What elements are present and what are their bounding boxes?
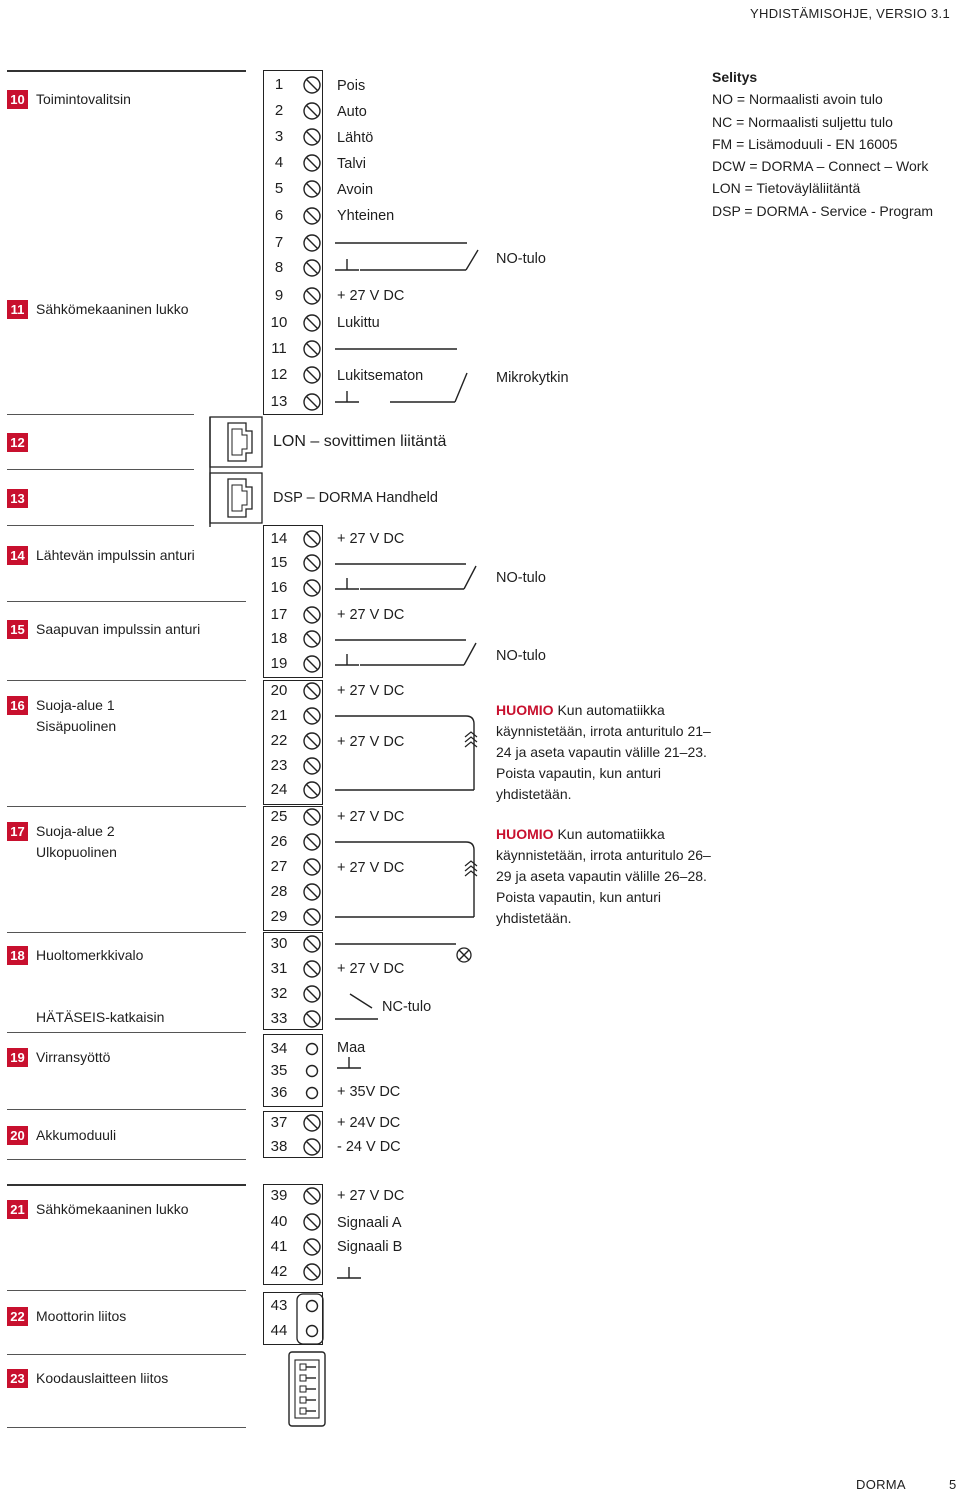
screw-slot-icon: [307, 106, 318, 117]
hataseis-label: HÄTÄSEIS-katkaisin: [36, 1009, 165, 1025]
signal-label: + 27 V DC: [337, 860, 405, 876]
signal-label: Pois: [337, 78, 366, 94]
section-label: Virransyöttö: [36, 1049, 111, 1065]
terminal-number: 5: [274, 180, 284, 197]
terminal-number: 43: [270, 1297, 288, 1314]
terminal-number: 16: [270, 579, 288, 596]
section-number: 11: [7, 300, 28, 319]
terminal-number: 28: [270, 883, 288, 900]
screw-slot-icon: [307, 736, 318, 747]
connector-pin-icon: [300, 1397, 306, 1403]
terminal-number: 26: [270, 833, 288, 850]
section-number: 14: [7, 546, 28, 565]
warning-note: [496, 700, 711, 805]
terminal-number: 18: [270, 630, 288, 647]
section-label: Lähtevän impulssin anturi: [36, 547, 195, 563]
warning-note: [496, 824, 711, 929]
signal-label: Maa: [337, 1040, 366, 1056]
terminal-number: 41: [270, 1238, 288, 1255]
terminal-number: 24: [270, 781, 288, 798]
signal-label: LON – sovittimen liitäntä: [273, 433, 447, 450]
signal-label: + 27 V DC: [337, 809, 405, 825]
section-label: Akkumoduuli: [36, 1127, 117, 1143]
screw-slot-icon: [307, 812, 318, 823]
screw-slot-icon: [307, 558, 318, 569]
screw-slot-icon: [307, 238, 318, 249]
terminal-number: 19: [270, 655, 288, 672]
signal-label: + 27 V DC: [337, 734, 405, 750]
screw-slot-icon: [307, 1142, 318, 1153]
signal-label: Avoin: [337, 182, 374, 198]
switch-contact-icon: [455, 373, 467, 402]
switch-contact-icon: [466, 250, 478, 270]
connector-pin-icon: [300, 1386, 306, 1392]
section-label: Koodauslaitteen liitos: [36, 1370, 169, 1386]
terminal-number: 12: [270, 366, 288, 383]
terminal-number: 22: [270, 732, 288, 749]
terminal-number: 31: [270, 960, 288, 977]
screw-slot-icon: [307, 263, 318, 274]
section-number: 20: [7, 1126, 28, 1145]
terminal-number: 30: [270, 935, 288, 952]
warning-text: Kun automatiikka käynnistetään, irrota anturitulo 26–29 ja aseta vapautin välille 26–28. Poista vapautin, kun anturi yhdistetään.: [496, 826, 711, 926]
plug-pin-icon: [307, 1044, 318, 1055]
screw-slot-icon: [307, 344, 318, 355]
terminal-number: 23: [270, 757, 288, 774]
screw-slot-icon: [307, 912, 318, 923]
signal-label: + 27 V DC: [337, 1188, 405, 1204]
screw-slot-icon: [307, 80, 318, 91]
network-socket-icon: [232, 429, 247, 455]
sensor-icon: [465, 871, 477, 876]
signal-label: - 24 V DC: [337, 1139, 401, 1155]
connector-pin-icon: [300, 1364, 306, 1370]
signal-label: + 27 V DC: [337, 531, 405, 547]
warning-label: HUOMIO: [496, 702, 554, 718]
signal-label: NO-tulo: [496, 251, 546, 267]
screw-slot-icon: [307, 1191, 318, 1202]
signal-label: + 27 V DC: [337, 288, 405, 304]
terminal-number: 11: [271, 340, 287, 357]
terminal-number: 25: [270, 808, 288, 825]
wire: [466, 716, 474, 790]
screw-slot-icon: [307, 989, 318, 1000]
screw-slot-icon: [307, 211, 318, 222]
screw-slot-icon: [307, 291, 318, 302]
legend-line: FM = Lisämoduuli - EN 16005: [712, 135, 898, 152]
legend-title: Selitys: [712, 69, 758, 85]
section-number: 23: [7, 1369, 28, 1388]
switch-contact-icon: [464, 643, 476, 665]
terminal-number: 7: [274, 234, 284, 251]
footer-brand: DORMA: [856, 1477, 906, 1492]
section-number: 22: [7, 1307, 28, 1326]
terminal-number: 35: [270, 1062, 288, 1079]
switch-contact-icon: [464, 566, 476, 589]
plug-pin-icon: [307, 1088, 318, 1099]
terminal-number: 40: [270, 1213, 288, 1230]
warning-text: Kun automatiikka käynnistetään, irrota anturitulo 21–24 ja aseta vapautin välille 21–23. Poista vapautin, kun anturi yhdistetään.: [496, 702, 711, 802]
screw-slot-icon: [307, 158, 318, 169]
signal-label: NO-tulo: [496, 648, 546, 664]
connector-pin-icon: [300, 1375, 306, 1381]
terminal-number: 8: [274, 259, 284, 276]
signal-label: + 35V DC: [337, 1084, 401, 1100]
screw-slot-icon: [307, 964, 318, 975]
legend-line: NC = Normaalisti suljettu tulo: [712, 113, 893, 130]
section-label: Toimintovalitsin: [36, 91, 131, 107]
section-number: 15: [7, 620, 28, 639]
terminal-number: 20: [270, 682, 288, 699]
signal-label: Signaali B: [337, 1239, 403, 1255]
screw-slot-icon: [307, 1118, 318, 1129]
screw-slot-icon: [307, 634, 318, 645]
legend-line: DCW = DORMA – Connect – Work: [712, 158, 929, 175]
terminal-number: 17: [270, 606, 288, 623]
screw-slot-icon: [307, 583, 318, 594]
plug-pin-icon: [307, 1301, 318, 1312]
screw-slot-icon: [307, 1242, 318, 1253]
screw-slot-icon: [307, 318, 318, 329]
signal-label: Lähtö: [337, 130, 374, 146]
terminal-number: 44: [270, 1322, 288, 1339]
signal-label: DSP – DORMA Handheld: [273, 490, 438, 506]
wire: [466, 842, 474, 917]
screw-slot-icon: [307, 1014, 318, 1025]
signal-label: NC-tulo: [382, 999, 432, 1015]
signal-label: Lukittu: [337, 315, 380, 331]
terminal-number: 14: [270, 530, 288, 547]
screw-slot-icon: [307, 1217, 318, 1228]
screw-slot-icon: [307, 837, 318, 848]
terminal-number: 21: [270, 707, 288, 724]
screw-slot-icon: [307, 887, 318, 898]
terminal-number: 42: [270, 1263, 288, 1280]
section-number: 18: [7, 946, 28, 965]
terminal-number: 33: [270, 1010, 288, 1027]
document-header: YHDISTÄMISOHJE, VERSIO 3.1: [750, 6, 950, 21]
screw-slot-icon: [307, 862, 318, 873]
terminal-number: 1: [274, 76, 284, 93]
terminal-number: 27: [270, 858, 288, 875]
screw-slot-icon: [307, 397, 318, 408]
section-label: Huoltomerkkivalo: [36, 947, 144, 963]
section-label: Sähkömekaaninen lukko: [36, 301, 189, 317]
section-number: 13: [7, 489, 28, 508]
terminal-number: 32: [270, 985, 288, 1002]
terminal-number: 13: [270, 393, 288, 410]
terminal-number: 38: [270, 1138, 288, 1155]
signal-label: + 27 V DC: [337, 683, 405, 699]
plug-pin-icon: [307, 1326, 318, 1337]
section-label: Saapuvan impulssin anturi: [36, 621, 201, 637]
legend-line: DSP = DORMA - Service - Program: [712, 202, 934, 219]
connector-frame: [210, 473, 262, 523]
terminal-number: 36: [270, 1084, 288, 1101]
signal-label: Auto: [337, 104, 367, 120]
terminal-number: 15: [270, 554, 288, 571]
signal-label: Talvi: [337, 156, 367, 172]
screw-slot-icon: [307, 184, 318, 195]
page-number: 5: [949, 1477, 957, 1492]
screw-slot-icon: [307, 939, 318, 950]
signal-label: + 27 V DC: [337, 607, 405, 623]
legend-line: LON = Tietoväyläliitäntä: [712, 180, 861, 197]
terminal-number: 2: [274, 102, 284, 119]
signal-label: + 27 V DC: [337, 961, 405, 977]
terminal-number: 6: [274, 207, 284, 224]
terminal-number: 4: [274, 154, 284, 171]
plug-pin-icon: [307, 1066, 318, 1077]
screw-slot-icon: [307, 610, 318, 621]
switch-contact-icon: [350, 994, 372, 1008]
section-number: 19: [7, 1048, 28, 1067]
signal-label: NO-tulo: [496, 570, 546, 586]
screw-slot-icon: [307, 132, 318, 143]
section-number: 10: [7, 90, 28, 109]
connector-pin-icon: [300, 1408, 306, 1414]
sensor-icon: [465, 742, 477, 747]
terminal-number: 3: [274, 128, 284, 145]
section-number: 16: [7, 696, 28, 715]
signal-label: Yhteinen: [337, 208, 395, 224]
signal-label: Mikrokytkin: [496, 370, 569, 386]
screw-slot-icon: [307, 370, 318, 381]
terminal-number: 39: [270, 1187, 288, 1204]
signal-label: Signaali A: [337, 1215, 402, 1231]
section-label: Moottorin liitos: [36, 1308, 127, 1324]
section-subtitle: Ulkopuolinen: [36, 844, 117, 860]
terminal-number: 9: [274, 287, 284, 304]
network-socket-icon: [232, 485, 247, 511]
connector-frame: [210, 417, 262, 467]
section-title: Suoja-alue 2: [36, 823, 115, 839]
section-number: 12: [7, 433, 28, 452]
screw-slot-icon: [307, 1267, 318, 1278]
terminal-number: 10: [270, 314, 288, 331]
section-number: 21: [7, 1200, 28, 1219]
terminal-number: 29: [270, 908, 288, 925]
section-title: Suoja-alue 1: [36, 697, 115, 713]
screw-slot-icon: [307, 659, 318, 670]
screw-slot-icon: [307, 534, 318, 545]
terminal-number: 37: [270, 1114, 288, 1131]
legend: [712, 66, 933, 222]
section-subtitle: Sisäpuolinen: [36, 718, 117, 734]
section-label: Sähkömekaaninen lukko: [36, 1201, 189, 1217]
signal-label: Lukitsematon: [337, 368, 424, 384]
screw-slot-icon: [307, 785, 318, 796]
screw-slot-icon: [307, 686, 318, 697]
screw-slot-icon: [307, 711, 318, 722]
terminal-number: 34: [270, 1040, 288, 1057]
section-number: 17: [7, 822, 28, 841]
screw-slot-icon: [307, 761, 318, 772]
signal-label: + 24V DC: [337, 1115, 401, 1131]
warning-label: HUOMIO: [496, 826, 554, 842]
legend-line: NO = Normaalisti avoin tulo: [712, 91, 883, 108]
